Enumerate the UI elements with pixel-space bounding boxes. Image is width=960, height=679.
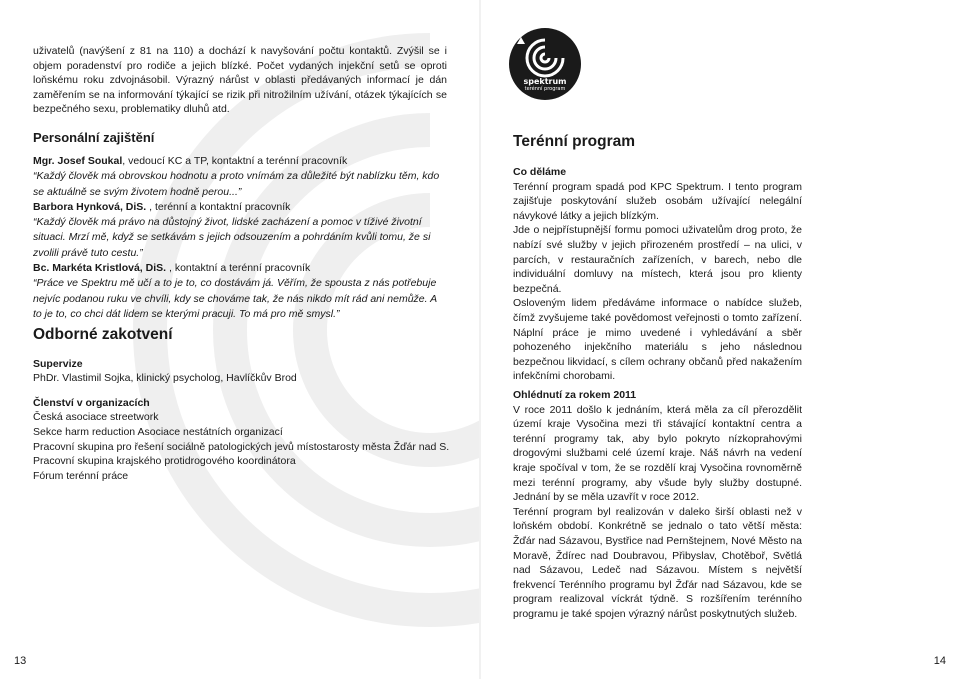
clenstvi-item: Sekce harm reduction Asociace nestátních organizací bbox=[33, 425, 283, 438]
terenni-heading: Terénní program bbox=[513, 133, 636, 150]
clenstvi-item: Česká asociace streetwork bbox=[33, 411, 159, 424]
co-delame-label: Co děláme bbox=[513, 166, 567, 178]
staff-role: , terénní a kontaktní pracovník bbox=[146, 200, 291, 213]
clenstvi-item: Fórum terénní práce bbox=[33, 469, 129, 482]
staff-line-0 bbox=[33, 154, 447, 169]
odborne-heading: Odborné zakotvení bbox=[33, 326, 173, 343]
logo-subtitle: terénní program bbox=[524, 86, 566, 92]
clenstvi-label: Členství v organizacích bbox=[33, 396, 150, 409]
right-page bbox=[481, 0, 960, 679]
ohlednuti-paragraph: Terénní program byl realizován v daleko širší oblasti než v loňském období. Konkrétně se jednalo o tato větší města: Žďár nad Sázavou, Bystřice nad Pernštejnem, Nové Město na Moravě, Ždírec nad Doubravou, Přibyslav, Chotěboř, Světlá nad Sázavou, Ledeč nad Sázavou. Místem s největší frekvencí Terénního programu byl Žďár nad Sázavou, kde se program realizoval víckrát týdně. S rozšířením terénního programu je také spojen výrazný nárůst poskytnutých služeb. bbox=[513, 505, 802, 620]
ohlednuti-label: Ohlédnutí za rokem 2011 bbox=[513, 389, 637, 401]
staff-name: Bc. Markéta Kristlová, DiS. bbox=[33, 262, 167, 275]
staff-name: Barbora Hynková, DiS. bbox=[33, 200, 147, 213]
supervize-text: PhDr. Vlastimil Sojka, klinický psycholog, Havlíčkův Brod bbox=[33, 372, 297, 385]
ohlednuti-paragraph: V roce 2011 došlo k jednáním, která měla za cíl přerozdělit území kraje Vysočina mezi tři stávající kontaktní centra a terénní programy tak, aby bylo pokryto nízkoprahovými drogovými službami celé území kraje. Náš návrh na vedení kraje spočíval v tom, že se rozdělí kraj Vysočina rovnoměrně mezi terénní programy, aby všude byly služby dostupné. Jednání by se měla uzavřít v roce 2012. bbox=[513, 403, 802, 504]
staff-quote: “Práce ve Spektru mě učí a to je to, co dostávám já. Věřím, že spousta z nás potřebuje nejvíc podanou ruku ve chvíli, kdy se chováme tak, že nás nikdo mít rád ani nemůže. A to je to, co chci dát lidem se kterými pracuji. To má pro mě smysl.” bbox=[33, 277, 437, 320]
co-delame-paragraph: Osloveným lidem předáváme informace o nabídce služeb, čímž zvyšujeme také povědomost veřejnosti o tomto zařízení. Náplní práce je mimo uvedené i vyhledávání a sběr pohozeného injekčního materiálu s jeho následnou bezpečnou likvidací, s cílem ochrany občanů před nakažením infekčními chorobami. bbox=[513, 297, 802, 383]
ohlednuti-section bbox=[513, 388, 802, 622]
page-number-left: 13 bbox=[14, 655, 27, 667]
co-delame-paragraph: Jde o nejpřístupnější formu pomoci uživatelům drog proto, že nabízí své služby v jejich přirozeném prostředí – na ulici, v parcích, v restauračních zařízeních, v barech, nebo dle individuální domluvy na místech, která jsou pro klienty bezpečná. bbox=[513, 224, 802, 295]
odborne-section bbox=[33, 328, 463, 483]
staff-line-2 bbox=[33, 261, 447, 276]
intro-paragraph bbox=[33, 44, 447, 117]
staff-quote: “Každý člověk má právo na důstojný život, lidské zacházení a pomoc v tíživé životní situaci. Mrzí mě, když se setkávám s jejich odsouzením a pohrdáním kvůli tomu, že si zvolili právě tuto cestu.” bbox=[33, 216, 431, 259]
logo-text bbox=[509, 78, 581, 92]
left-page bbox=[0, 0, 479, 679]
staff-quote: “Každý člověk má obrovskou hodnotu a proto vnímám za důležité být nablízku těm, kdo se aktuálně se svým životem hodně perou...” bbox=[33, 170, 440, 198]
co-delame-section bbox=[513, 165, 802, 384]
co-delame-paragraph: Terénní program spadá pod KPC Spektrum. I tento program zajišťuje poskytování služeb osobám užívající nelegální návykové látky a jejich blízkým. bbox=[513, 180, 802, 222]
personal-section bbox=[33, 131, 447, 146]
staff-name: Mgr. Josef Soukal bbox=[33, 155, 123, 167]
intro-text: uživatelů (navýšení z 81 na 110) a dochází k navyšování počtu kontaktů. Zvýšil se i objem poradenství pro rodiče a jejich blízké. Počet vydaných injekční setů se oproti loňskému roku zdvojnásobil. Výrazný nárůst v oblasti předávaných informací je dán zaměřením se na informování týkající se rizik při nitrožilním užívání, otázek týkajících se bezpečného sexu, problematiky dluhů atd. bbox=[33, 45, 447, 116]
staff-line-1 bbox=[33, 200, 447, 215]
personal-heading: Personální zajištění bbox=[33, 130, 155, 145]
staff-list bbox=[33, 154, 447, 322]
staff-role: , vedoucí KC a TP, kontaktní a terénní pracovník bbox=[122, 155, 348, 167]
clenstvi-item: Pracovní skupina pro řešení sociálně patologických jevů místostarosty města Žďár nad S. bbox=[33, 440, 450, 453]
page-number-right: 14 bbox=[933, 655, 946, 667]
clenstvi-item: Pracovní skupina krajského protidrogového koordinátora bbox=[33, 455, 296, 468]
supervize-label: Supervize bbox=[33, 357, 83, 370]
right-heading-block bbox=[513, 135, 803, 150]
staff-role: , kontaktní a terénní pracovník bbox=[166, 262, 311, 275]
logo-title: spektrum bbox=[523, 77, 567, 86]
